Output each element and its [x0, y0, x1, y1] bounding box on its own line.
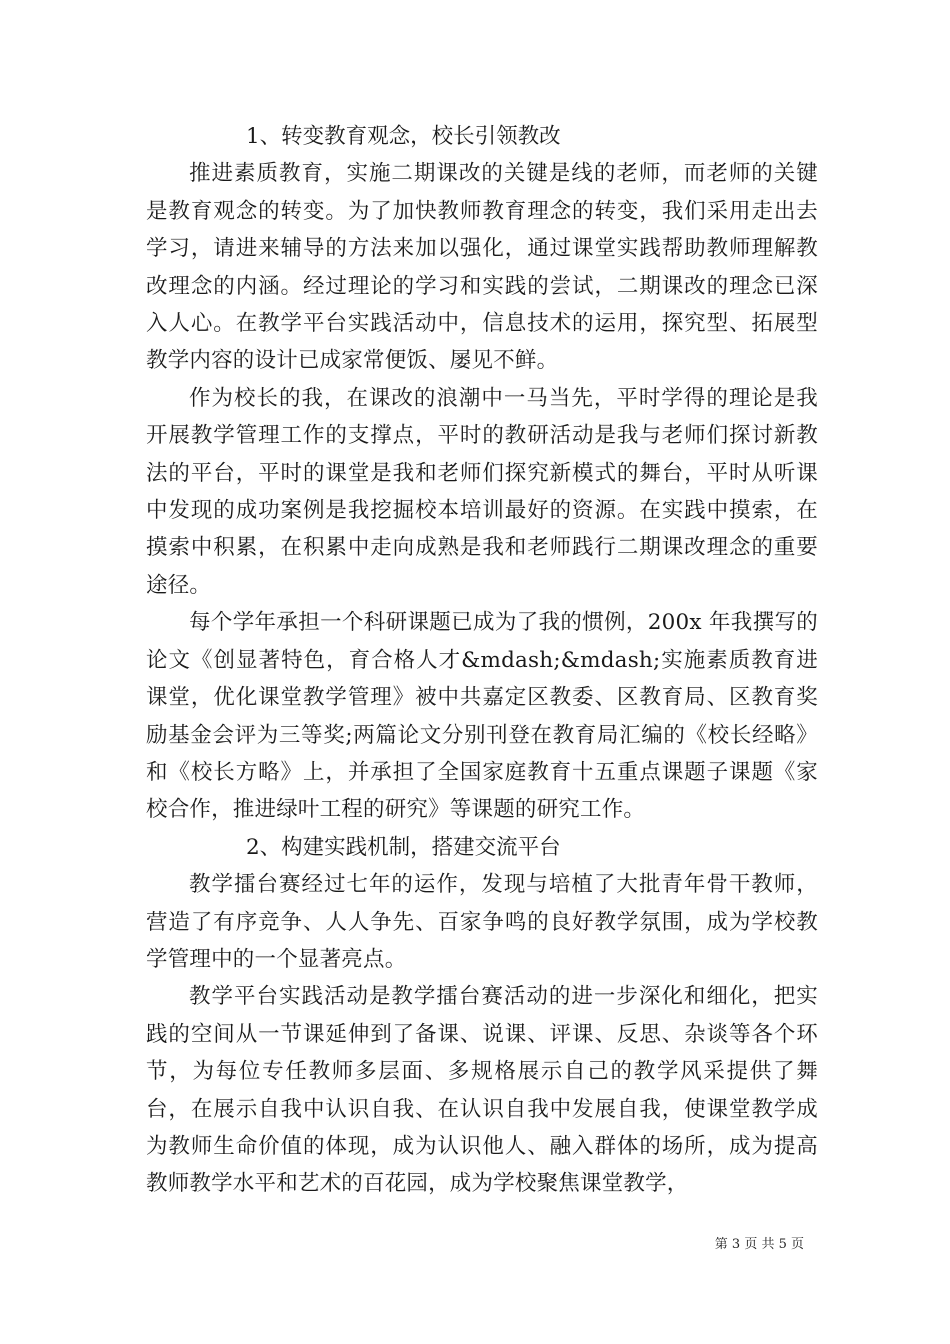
paragraph-3: 每个学年承担一个科研课题已成为了我的惯例，200x 年我撰写的论文《创显著特色，育合格人才&mdash;&mdash;实施素质教育进课堂，优化课堂教学管理》被中共嘉定区教委、区教育局、区教育奖励基金会评为三等奖;两篇论文分别刊登在教育局汇编的《校长经略》和《校长方略》上，并承担了全国家庭教育十五重点课题子课题《家校合作，推进绿叶工程的研究》等课题的研究工作。	[146, 610, 818, 823]
paragraph-2: 作为校长的我，在课改的浪潮中一马当先，平时学得的理论是我开展教学管理工作的支撑点，平时的教研活动是我与老师们探讨新教法的平台，平时的课堂是我和老师们探究新模式的舞台，平时从听课中发现的成功案例是我挖掘校本培训最好的资源。在实践中摸索，在摸索中积累，在积累中走向成熟是我和老师践行二期课改理念的重要途径。	[146, 385, 818, 598]
section-heading-1: 1、转变教育观念，校长引领教改	[246, 124, 561, 149]
page-number: 第 3 页 共 5 页	[714, 1237, 804, 1252]
paragraph-5: 教学平台实践活动是教学擂台赛活动的进一步深化和细化，把实践的空间从一节课延伸到了备课、说课、评课、反思、杂谈等各个环节，为每位专任教师多层面、多规格展示自己的教学风采提供了舞台，在展示自我中认识自我、在认识自我中发展自我，使课堂教学成为教师生命价值的体现，成为认识他人、融入群体的场所，成为提高教师教学水平和艺术的百花园，成为学校聚焦课堂教学，	[146, 984, 818, 1197]
paragraph-1: 推进素质教育，实施二期课改的关键是线的老师，而老师的关键是教育观念的转变。为了加快教师教育理念的转变，我们采用走出去学习，请进来辅导的方法来加以强化，通过课堂实践帮助教师理解教改理念的内涵。经过理论的学习和实践的尝试，二期课改的理念已深入人心。在教学平台实践活动中，信息技术的运用，探究型、拓展型教学内容的设计已成家常便饭、屡见不鲜。	[146, 161, 818, 374]
paragraph-4: 教学擂台赛经过七年的运作，发现与培植了大批青年骨干教师，营造了有序竞争、人人争先、百家争鸣的良好教学氛围，成为学校教学管理中的一个显著亮点。	[146, 872, 818, 972]
document-body	[146, 118, 818, 1203]
section-heading-2: 2、构建实践机制，搭建交流平台	[246, 834, 561, 860]
